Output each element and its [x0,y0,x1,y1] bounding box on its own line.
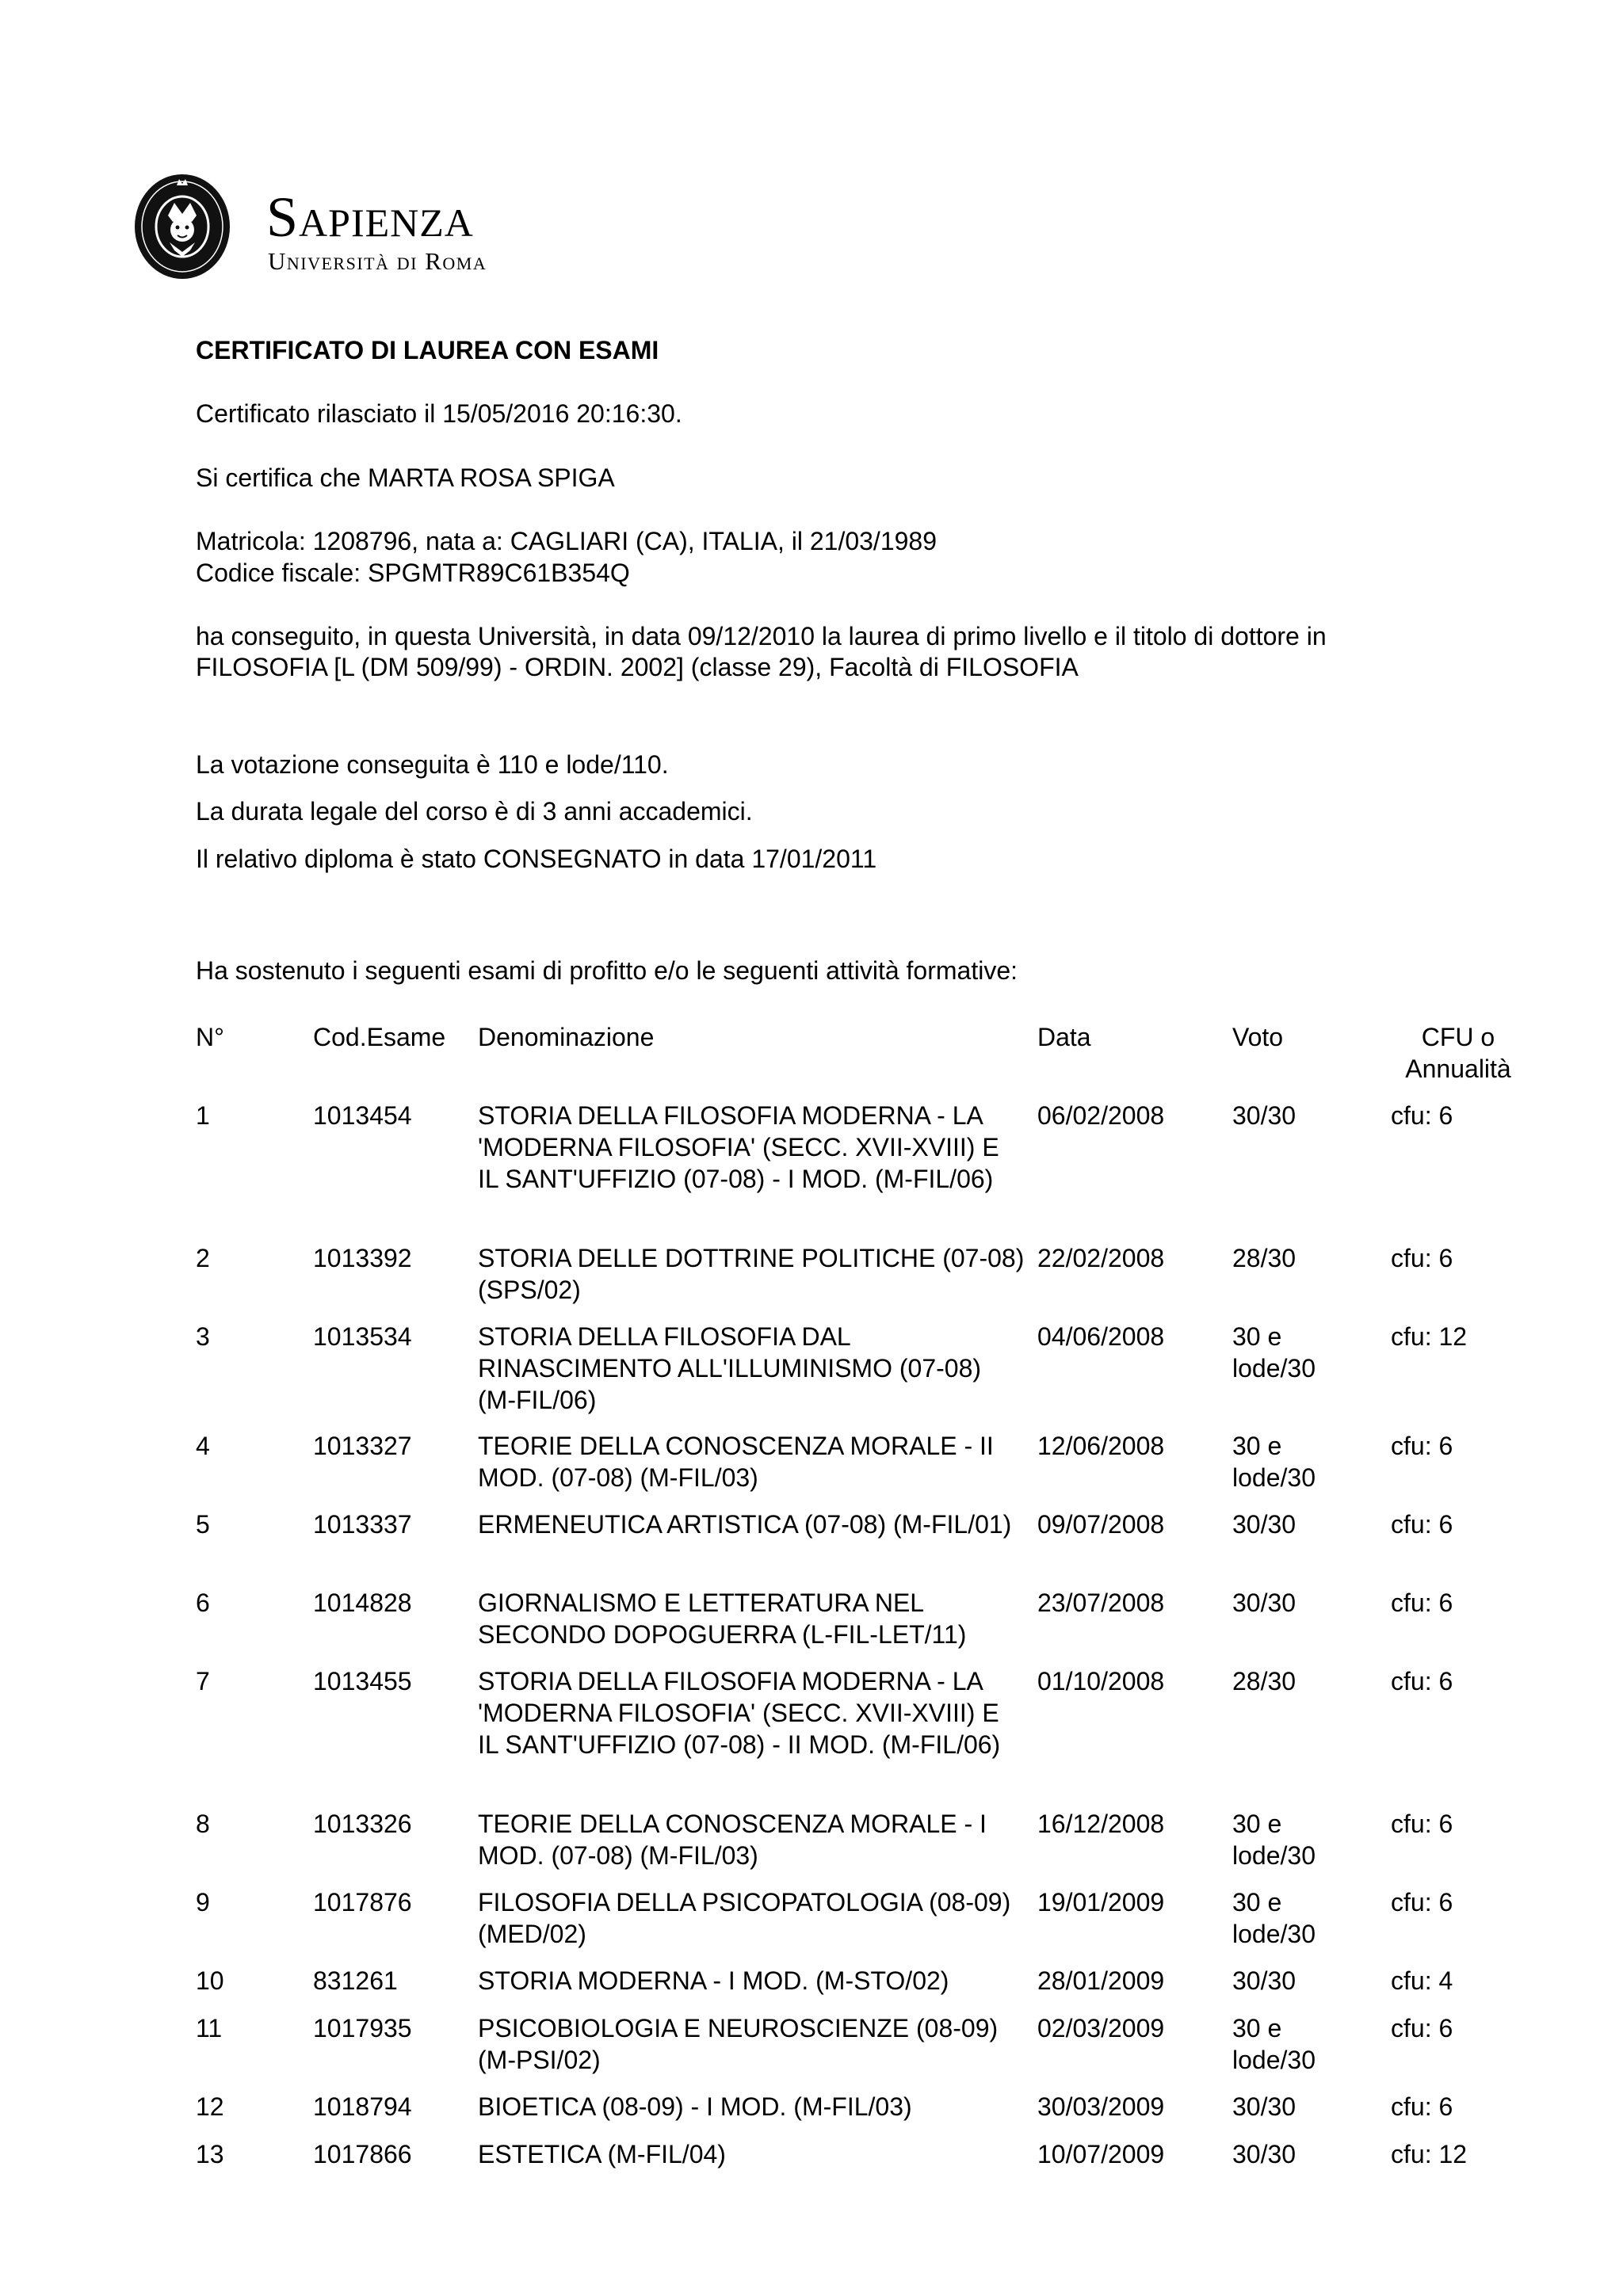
row-data: 30/03/2009 [1037,2092,1165,2121]
row-data: 22/02/2008 [1037,1244,1165,1272]
row-cfu: cfu: 12 [1391,1322,1468,1351]
row-data: 12/06/2008 [1037,1432,1165,1460]
row-voto: 30/30 [1232,1589,1296,1617]
row-cfu: cfu: 6 [1391,1244,1453,1272]
row-cod-esame: 1013392 [313,1244,412,1272]
row-cfu: cfu: 6 [1391,1589,1453,1617]
row-cfu: cfu: 6 [1391,1432,1453,1460]
row-cod-esame: 1013455 [313,1667,412,1695]
certify-line: Si certifica che MARTA ROSA SPIGA [196,463,615,492]
row-data: 06/02/2008 [1037,1101,1165,1130]
row-denominazione: FILOSOFIA DELLA PSICOPATOLOGIA (08-09) (MED/02) [478,1888,1011,1948]
row-voto: 30/30 [1232,2092,1296,2121]
row-number: 5 [196,1510,210,1539]
exams-intro: Ha sostenuto i seguenti esami di profitto e/o le seguenti attività formative: [196,956,1018,985]
row-denominazione: PSICOBIOLOGIA E NEUROSCIENZE (08-09) (M-PSI/02) [478,2014,999,2074]
header-n: N° [196,1023,224,1051]
row-denominazione: ERMENEUTICA ARTISTICA (07-08) (M-FIL/01) [478,1510,1012,1539]
university-subtitle: Università di Roma [268,247,487,275]
row-cfu: cfu: 6 [1391,1667,1453,1695]
row-denominazione: ESTETICA (M-FIL/04) [478,2140,726,2168]
duration-line: La durata legale del corso è di 3 anni accademici. [196,797,753,826]
row-voto: 30 e lode/30 [1232,1810,1316,1870]
row-data: 01/10/2008 [1037,1667,1165,1695]
row-number: 13 [196,2140,224,2168]
row-voto: 28/30 [1232,1244,1296,1272]
university-seal-icon [133,170,231,280]
diploma-line: Il relativo diploma è stato CONSEGNATO in data 17/01/2011 [196,845,877,873]
row-number: 11 [196,2014,223,2042]
row-denominazione: STORIA MODERNA - I MOD. (M-STO/02) [478,1966,949,1995]
row-number: 7 [196,1667,210,1695]
row-data: 23/07/2008 [1037,1589,1165,1617]
row-data: 02/03/2009 [1037,2014,1165,2042]
row-voto: 30/30 [1232,1101,1296,1130]
row-voto: 30/30 [1232,1510,1296,1539]
header-data: Data [1037,1023,1091,1051]
university-logo [133,170,545,312]
row-voto: 30/30 [1232,2140,1296,2168]
codice-fiscale-line: Codice fiscale: SPGMTR89C61B354Q [196,559,630,587]
degree-line-1: ha conseguito, in questa Università, in data 09/12/2010 la laurea di primo livello e il titolo di dottore in [196,622,1327,650]
row-cfu: cfu: 6 [1391,1810,1453,1838]
row-cfu: cfu: 6 [1391,2092,1453,2121]
row-voto: 30 e lode/30 [1232,1432,1316,1492]
grade-line: La votazione conseguita è 110 e lode/110. [196,750,669,779]
row-number: 6 [196,1589,210,1617]
row-data: 28/01/2009 [1037,1966,1165,1995]
header-cfu-line2: Annualità [1405,1055,1511,1083]
row-data: 19/01/2009 [1037,1888,1165,1917]
row-voto: 30/30 [1232,1966,1296,1995]
issued-line: Certificato rilasciato il 15/05/2016 20:16:30. [196,399,682,428]
row-number: 9 [196,1888,210,1917]
row-cod-esame: 1017866 [313,2140,412,2168]
row-cod-esame: 1018794 [313,2092,412,2121]
row-denominazione: BIOETICA (08-09) - I MOD. (M-FIL/03) [478,2092,912,2121]
row-data: 09/07/2008 [1037,1510,1165,1539]
header-cfu-line1: CFU o [1421,1023,1495,1051]
header-cfu [1379,1021,1537,1085]
row-number: 2 [196,1244,210,1272]
row-cod-esame: 831261 [313,1966,398,1995]
row-cod-esame: 1013454 [313,1101,412,1130]
row-number: 3 [196,1322,210,1351]
row-denominazione: TEORIE DELLA CONOSCENZA MORALE - I MOD. (07-08) (M-FIL/03) [478,1810,987,1870]
row-cfu: cfu: 6 [1391,1510,1453,1539]
row-denominazione: STORIA DELLA FILOSOFIA MODERNA - LA 'MODERNA FILOSOFIA' (SECC. XVII-XVIII) E IL SANT'UFFIZIO (07-08) - I MOD. (M-FIL/06) [478,1101,999,1193]
document-title: CERTIFICATO DI LAUREA CON ESAMI [196,336,659,364]
matricola-line: Matricola: 1208796, nata a: CAGLIARI (CA), ITALIA, il 21/03/1989 [196,527,937,555]
row-cod-esame: 1013337 [313,1510,412,1539]
row-cfu: cfu: 6 [1391,2014,1453,2042]
row-number: 1 [196,1101,210,1130]
row-voto: 30 e lode/30 [1232,2014,1316,2074]
row-cod-esame: 1014828 [313,1589,412,1617]
row-voto: 30 e lode/30 [1232,1322,1316,1383]
row-cod-esame: 1013327 [313,1432,412,1460]
row-denominazione: STORIA DELLA FILOSOFIA DAL RINASCIMENTO ALL'ILLUMINISMO (07-08) (M-FIL/06) [478,1322,982,1414]
row-number: 4 [196,1432,210,1460]
row-denominazione: STORIA DELLE DOTTRINE POLITICHE (07-08) (SPS/02) [478,1244,1025,1304]
row-data: 04/06/2008 [1037,1322,1165,1351]
row-data: 16/12/2008 [1037,1810,1165,1838]
row-cod-esame: 1013534 [313,1322,412,1351]
row-data: 10/07/2009 [1037,2140,1165,2168]
row-number: 8 [196,1810,210,1838]
header-voto: Voto [1232,1023,1284,1051]
row-cfu: cfu: 6 [1391,1888,1453,1917]
header-denominazione: Denominazione [478,1023,655,1051]
row-cfu: cfu: 6 [1391,1101,1453,1130]
row-number: 10 [196,1966,224,1995]
row-cod-esame: 1017876 [313,1888,412,1917]
degree-line-2: FILOSOFIA [L (DM 509/99) - ORDIN. 2002] (classe 29), Facoltà di FILOSOFIA [196,653,1079,681]
row-denominazione: TEORIE DELLA CONOSCENZA MORALE - II MOD. (07-08) (M-FIL/03) [478,1432,994,1492]
university-name: Sapienza [266,185,474,249]
row-denominazione: GIORNALISMO E LETTERATURA NEL SECONDO DOPOGUERRA (L-FIL-LET/11) [478,1589,967,1649]
row-cfu: cfu: 12 [1391,2140,1468,2168]
row-voto: 28/30 [1232,1667,1296,1695]
row-number: 12 [196,2092,224,2121]
row-voto: 30 e lode/30 [1232,1888,1316,1948]
row-cfu: cfu: 4 [1391,1966,1453,1995]
row-cod-esame: 1017935 [313,2014,412,2042]
header-cod-esame: Cod.Esame [313,1023,446,1051]
row-cod-esame: 1013326 [313,1810,412,1838]
row-denominazione: STORIA DELLA FILOSOFIA MODERNA - LA 'MODERNA FILOSOFIA' (SECC. XVII-XVIII) E IL SANT'UFFIZIO (07-08) - II MOD. (M-FIL/06) [478,1667,1001,1759]
